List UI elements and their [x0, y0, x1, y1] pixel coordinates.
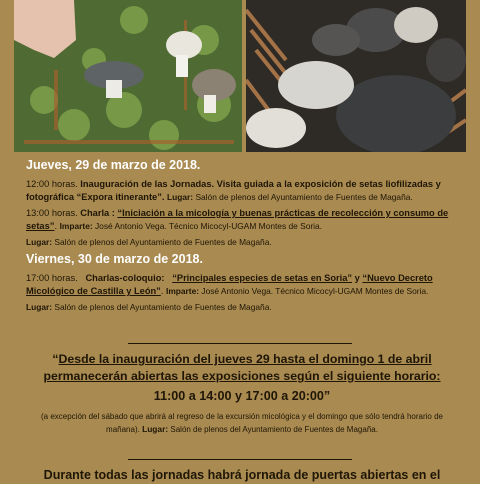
- imparte-value: José Antonio Vega. Técnico Micocyl-UGAM Montes de Soria.: [201, 286, 429, 296]
- lugar-value: Salón de plenos del Ayuntamiento de Fuentes de Magaña.: [54, 237, 272, 247]
- entry-time: 12:00 horas.: [26, 179, 78, 189]
- mushrooms-in-grass-photo: [14, 0, 242, 152]
- lugar-value: Salón de plenos del Ayuntamiento de Fuentes de Magaña.: [54, 302, 272, 312]
- imparte-label: Imparte:: [166, 286, 200, 296]
- entry-label: Charlas-coloquio:: [85, 273, 165, 283]
- entry-charlas-coloquio: 17:00 horas. Charlas-coloquio: “Principales especies de setas en Soria” y “Nuevo Decreto Micológico de Castilla y León”. Imparte: José Antonio Vega. Técnico Micocyl-UGAM Montes de Soria.: [26, 273, 433, 296]
- imparte-value: José Antonio Vega. Técnico Micocyl-UGAM Montes de Soria.: [94, 221, 322, 231]
- footer-text: Durante todas las jornadas habrá jornada de puertas abiertas en el: [43, 468, 441, 482]
- lugar-label: Lugar:: [26, 237, 53, 247]
- notice-main-text: Desde la inauguración del jueves 29 hasta el domingo 1 de abril permanecerán abiertas las exposiciones según el siguiente horario:: [43, 352, 441, 383]
- entry-conjunction: y: [354, 273, 360, 283]
- entry-time: 17:00 horas.: [26, 273, 78, 283]
- day-heading-thursday: Jueves, 29 de marzo de 2018.: [26, 158, 201, 172]
- lugar-label: Lugar:: [167, 192, 194, 202]
- mushrooms-in-basket-photo: [246, 0, 466, 152]
- entry-label: Charla :: [80, 208, 115, 218]
- notice-hours: 11:00 a 14:00 y 17:00 a 20:00”: [153, 389, 331, 403]
- lugar-value: Salón de plenos del Ayuntamiento de Fuentes de Magaña.: [195, 192, 413, 202]
- entry-charla: 13:00 horas. Charla : “Iniciación a la micología y buenas prácticas de recolección y consumo de setas”. Imparte: José Antonio Vega. Técnico Micocyl-UGAM Montes de Soria.: [26, 208, 449, 231]
- program-content: [26, 156, 458, 317]
- exhibition-notice: [26, 351, 458, 436]
- entry-lugar: [26, 236, 458, 248]
- imparte-label: Imparte:: [59, 221, 95, 231]
- entry-title: “Iniciación a la micología y buenas prácticas de recolección y consumo de setas”: [26, 208, 449, 231]
- day-heading-friday: Viernes, 30 de marzo de 2018.: [26, 252, 203, 266]
- notice-open-quote: “: [52, 352, 59, 366]
- entry-title-2: “Nuevo Decreto Micológico de Castilla y León”: [26, 273, 433, 296]
- lugar-value: Salón de plenos del Ayuntamiento de Fuentes de Magaña.: [170, 425, 378, 434]
- entry-inauguration: [26, 178, 458, 204]
- entry-time: 13:00 horas.: [26, 208, 78, 218]
- entry-lugar: [26, 301, 458, 313]
- notice-main: [26, 351, 458, 385]
- entry-description: Inauguración de las Jornadas. Visita guiada a la exposición de setas liofilizadas y fotográfica “Expora itinerante”.: [26, 179, 441, 202]
- divider-top: [128, 343, 352, 344]
- entry-title-1: “Principales especies de setas en Soria”: [172, 273, 353, 283]
- lugar-label: Lugar:: [26, 302, 53, 312]
- photo-strip: [14, 0, 466, 152]
- notice-small: [26, 411, 458, 436]
- notice-small-text: (a excepción del sábado que abrirá al regreso de la excursión micológica y el domingo que sólo tendrá horario de mañana).: [40, 412, 444, 434]
- divider-bottom: [128, 459, 352, 460]
- lugar-label: Lugar:: [142, 424, 169, 434]
